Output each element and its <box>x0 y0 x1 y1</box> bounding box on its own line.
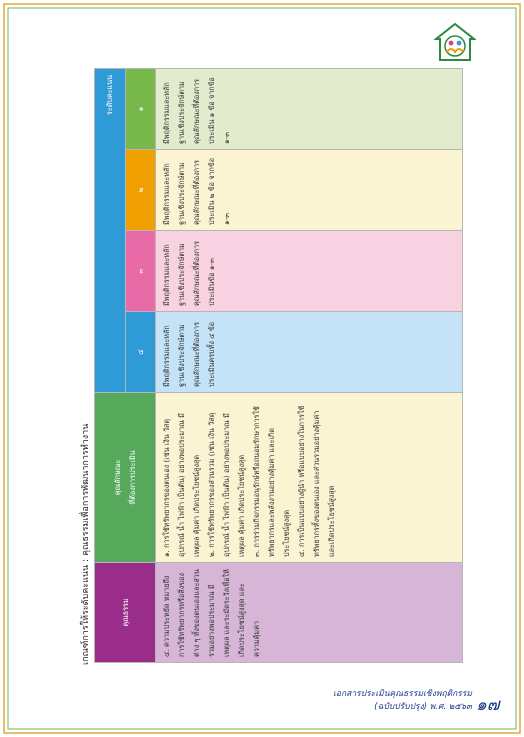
page-number: ๑๗ <box>476 695 500 715</box>
header-level-3: ๓ <box>125 231 156 312</box>
level-1-cell: มีพฤติกรรมและหลักฐานเชิงประจักษ์ตามคุณลักษณะที่ต้องการประเมิน ๑ ข้อ จากข้อ ๑-๓ <box>156 68 463 149</box>
header-row <box>95 68 126 662</box>
header-level-2: ๒ <box>125 150 156 231</box>
rotated-content <box>74 69 458 701</box>
department-logo-icon <box>434 22 476 64</box>
footer-edition: (ฉบับปรับปรุง) พ.ศ. ๒๕๖๓ <box>374 702 472 712</box>
features-cell: ๑. การใช้ทรัพยากรของตนเอง (เช่น เงิน วัสดุอุปกรณ์ น้ำ ไฟฟ้า เป็นต้น) อย่างพอประมาณ มีเหตุผล คุ้มค่า เกิดประโยชน์สูงสุด ๒. การใช้ทรัพยากรของส่วนรวม (เช่น เงิน วัสดุอุปกรณ์ น้ำ ไฟฟ้า เป็นต้น) อย่างพอประมาณ มีเหตุผล คุ้มค่า เกิดประโยชน์สูงสุด ๓. การร่วมกิจกรรมอนุรักษ์หรือถนอมรักษาการใช้ทรัพยากรและพลังงานอย่างคุ้มค่า และเกิดประโยชน์สูงสุด ๔. การเป็นแบบอย่างผู้นำ หรือแบบอย่างในการใช้ทรัพยากรทั้งของตนเอง และส่วนรวมอย่างคุ้มค่า และเกิดประโยชน์สูงสุด <box>156 393 463 563</box>
table-row <box>156 68 463 662</box>
virtue-cell: ๔. ความประหยัด หมายถึง การใช้ทรัพยากรหรือสิ่งของต่าง ๆ ทั้งของตนเองและส่วนรวมอย่างพอประมาณ มีเหตุผล และระมัดระวังเพื่อให้เกิดประโยชน์สูงสุด และความคุ้มค่า <box>156 563 463 663</box>
header-level-4: ๔ <box>125 312 156 393</box>
evaluation-table <box>94 68 463 663</box>
level-3-cell: มีพฤติกรรมและหลักฐานเชิงประจักษ์ตามคุณลักษณะที่ต้องการประเมินข้อ ๑-๓ <box>156 231 463 312</box>
footer <box>322 688 472 714</box>
level-4-cell: มีพฤติกรรมและหลักฐานเชิงประจักษ์ตามคุณลักษณะที่ต้องการประเมินครบทั้ง ๔ ข้อ <box>156 312 463 393</box>
level-2-cell: มีพฤติกรรมและหลักฐานเชิงประจักษ์ตามคุณลักษณะที่ต้องการประเมิน ๒ ข้อ จากข้อ ๑-๓ <box>156 150 463 231</box>
table-title: เกณฑ์การให้ระดับคะแนน : คุณธรรมเพื่อการพัฒนาการทำงาน <box>81 423 91 665</box>
header-level-1: ๑ <box>125 68 156 149</box>
header-level-group: ระดับคะแนน <box>95 68 126 392</box>
header-features: คุณลักษณะ ที่ต้องการประเมิน <box>95 393 156 563</box>
footer-document-title: เอกสารประเมินคุณธรรมเชิงพฤติกรรม <box>333 689 472 699</box>
header-virtue: คุณธรรม <box>95 563 156 663</box>
